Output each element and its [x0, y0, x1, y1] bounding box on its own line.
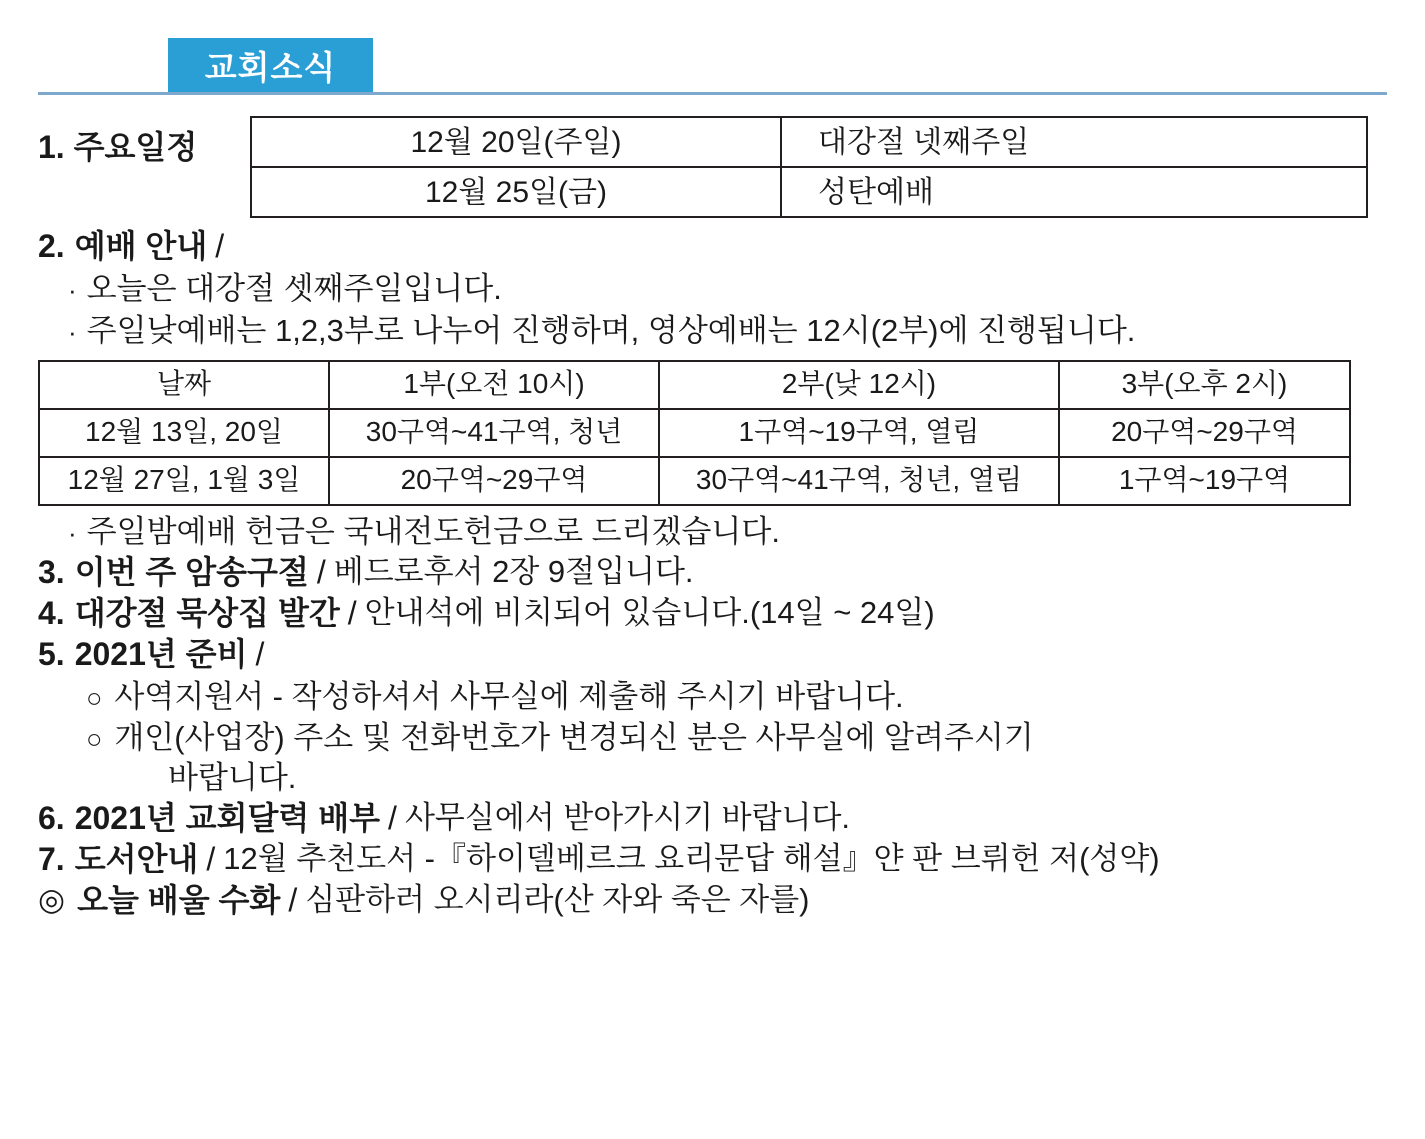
section-3-number: 3. — [38, 553, 65, 590]
bullet-text: 주일밤예배 헌금은 국내전도헌금으로 드리겠습니다. — [86, 513, 780, 549]
table-row — [251, 117, 1367, 167]
section-3-title: 이번 주 암송구절 — [74, 553, 309, 590]
worship-schedule-table — [38, 360, 1351, 506]
bullet-dot-icon: · — [68, 274, 77, 305]
section-6-separator: / — [388, 800, 397, 837]
section-7-text: 12월 추천도서 -『하이델베르크 요리문답 해설』얀 판 브뤼헌 저(성약) — [223, 841, 1160, 877]
page-title: 교회소식 — [168, 38, 373, 92]
bullet-dot-icon: · — [68, 317, 77, 348]
column-header-service3: 3부(오후 2시) — [1059, 361, 1350, 409]
cell-date: 12월 27일, 1월 3일 — [39, 457, 329, 505]
section-5-title: 2021년 준비 — [74, 635, 248, 672]
content-area — [0, 98, 1425, 921]
section-8-sign-language — [38, 880, 1387, 921]
section-4-devotional — [38, 593, 1387, 634]
column-header-date: 날짜 — [39, 361, 329, 409]
cell-service1: 20구역~29구역 — [329, 457, 659, 505]
cell-service2: 1구역~19구역, 열림 — [659, 409, 1059, 457]
section-2-heading — [38, 226, 1387, 267]
section-1-schedule — [38, 116, 1387, 218]
section-2-bullet-1 — [68, 269, 1387, 309]
page-header — [0, 0, 1425, 98]
section-8-title: 오늘 배울 수화 — [77, 882, 281, 919]
section-2-title: 예배 안내 — [74, 228, 208, 264]
section-7-title: 도서안내 — [74, 841, 199, 878]
section-5-item-1 — [86, 677, 1387, 717]
section-4-number: 4. — [38, 594, 65, 631]
section-5-number: 5. — [38, 635, 65, 672]
section-3-text: 베드로후서 2장 9절입니다. — [333, 553, 694, 589]
bullet-text: 오늘은 대강절 셋째주일입니다. — [86, 270, 502, 306]
section-2-separator: / — [215, 228, 225, 264]
section-7-number: 7. — [38, 841, 65, 878]
section-6-title: 2021년 교회달력 배부 — [74, 800, 381, 837]
section-2-bullet-3 — [68, 512, 1387, 552]
section-7-separator: / — [206, 841, 216, 878]
item-text: 사역지원서 - 작성하셔서 사무실에 제출해 주시기 바랍니다. — [114, 678, 904, 714]
double-circle-icon: ◎ — [38, 882, 66, 918]
schedule-table — [250, 116, 1368, 218]
open-circle-icon: ○ — [86, 724, 103, 755]
table-row — [39, 409, 1350, 457]
table-row — [251, 167, 1367, 217]
schedule-desc: 대강절 넷째주일 — [781, 117, 1367, 167]
section-5-item-2 — [86, 718, 1387, 758]
section-8-separator: / — [288, 882, 298, 919]
schedule-desc: 성탄예배 — [781, 167, 1367, 217]
section-5-separator: / — [255, 635, 265, 672]
table-row — [39, 457, 1350, 505]
table-header-row — [39, 361, 1350, 409]
section-1-title: 주요일정 — [73, 129, 198, 165]
section-6-calendar — [38, 798, 1387, 839]
section-6-text: 사무실에서 받아가시기 바랍니다. — [404, 800, 851, 836]
section-3-separator: / — [316, 553, 326, 590]
open-circle-icon: ○ — [86, 682, 103, 713]
bullet-text: 주일낮예배는 1,2,3부로 나누어 진행하며, 영상예배는 12시(2부)에 진행됩니다. — [86, 313, 1136, 349]
bullet-dot-icon: · — [68, 517, 77, 548]
cell-date: 12월 13일, 20일 — [39, 409, 329, 457]
column-header-service2: 2부(낮 12시) — [659, 361, 1059, 409]
section-4-title: 대강절 묵상집 발간 — [74, 594, 340, 631]
section-7-book-info — [38, 839, 1387, 880]
section-5-item-2-continuation: 바랍니다. — [168, 760, 297, 796]
cell-service1: 30구역~41구역, 청년 — [329, 409, 659, 457]
section-4-separator: / — [347, 594, 357, 631]
schedule-date: 12월 20일(주일) — [251, 117, 781, 167]
item-text: 개인(사업장) 주소 및 전화번호가 변경되신 분은 사무실에 알려주시기 — [114, 720, 1034, 756]
cell-service3: 1구역~19구역 — [1059, 457, 1350, 505]
schedule-date: 12월 25일(금) — [251, 167, 781, 217]
cell-service3: 20구역~29구역 — [1059, 409, 1350, 457]
section-6-number: 6. — [38, 800, 65, 837]
section-2-bullet-2 — [68, 311, 1387, 351]
section-1-heading — [38, 116, 250, 168]
cell-service2: 30구역~41구역, 청년, 열림 — [659, 457, 1059, 505]
section-3-memory-verse — [38, 552, 1387, 593]
section-1-number: 1. — [38, 129, 65, 165]
section-4-text: 안내석에 비치되어 있습니다.(14일 ~ 24일) — [364, 594, 935, 630]
header-divider — [38, 92, 1387, 95]
section-2-number: 2. — [38, 228, 65, 264]
column-header-service1: 1부(오전 10시) — [329, 361, 659, 409]
section-5-heading — [38, 634, 1387, 675]
section-8-text: 심판하러 오시리라(산 자와 죽은 자를) — [305, 882, 810, 918]
